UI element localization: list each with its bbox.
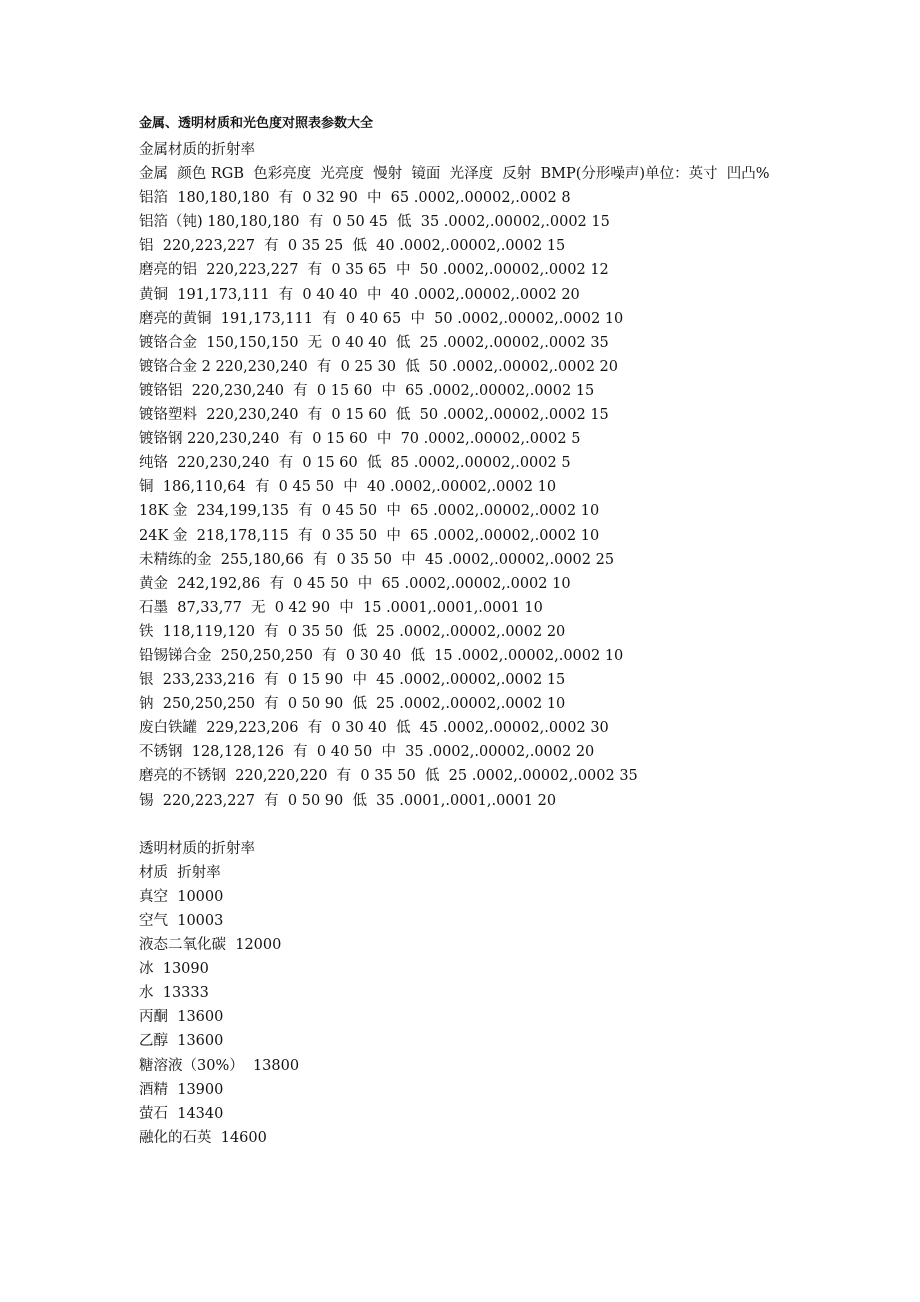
- table-row: 铜 186,110,64 有 0 45 50 中 40 .0002,.00002,.0002 10: [139, 479, 557, 496]
- table-row: 磨亮的不锈钢 220,220,220 有 0 35 50 低 25 .0002,.00002,.0002 35: [139, 768, 638, 785]
- table-row: 铝箔 180,180,180 有 0 32 90 中 65 .0002,.00002,.0002 8: [139, 190, 571, 207]
- table-row: 酒精 13900: [139, 1081, 224, 1098]
- transparent-section-heading: 透明材质的折射率: [139, 840, 255, 857]
- metal-section-heading: 金属材质的折射率: [139, 142, 255, 158]
- document-title: 金属、透明材质和光色度对照表参数大全: [139, 116, 374, 131]
- document-page: [139, 112, 789, 1150]
- table-row: 糖溶液（30%） 13800: [139, 1057, 300, 1074]
- table-row: 真空 10000: [139, 888, 224, 905]
- table-row: 未精练的金 255,180,66 有 0 35 50 中 45 .0002,.00002,.0002 25: [139, 551, 615, 568]
- table-row: 废白铁罐 229,223,206 有 0 30 40 低 45 .0002,.00002,.0002 30: [139, 720, 609, 737]
- table-row: 冰 13090: [139, 961, 209, 978]
- table-row: 铝 220,223,227 有 0 35 25 低 40 .0002,.00002,.0002 15: [139, 238, 566, 255]
- table-row: 丙酮 13600: [139, 1009, 224, 1026]
- transparent-table-header: 材质 折射率: [139, 864, 221, 881]
- table-row: 镀铬钢 220,230,240 有 0 15 60 中 70 .0002,.00002,.0002 5: [139, 431, 581, 448]
- table-row: 铝箔（钝) 180,180,180 有 0 50 45 低 35 .0002,.00002,.0002 15: [139, 214, 610, 231]
- table-row: 镀铬铝 220,230,240 有 0 15 60 中 65 .0002,.00002,.0002 15: [139, 382, 595, 399]
- table-row: 不锈钢 128,128,126 有 0 40 50 中 35 .0002,.00002,.0002 20: [139, 744, 595, 761]
- table-row: 萤石 14340: [139, 1105, 224, 1122]
- table-row: 磨亮的黄铜 191,173,111 有 0 40 65 中 50 .0002,.00002,.0002 10: [139, 310, 624, 327]
- table-row: 铅锡锑合金 250,250,250 有 0 30 40 低 15 .0002,.00002,.0002 10: [139, 647, 624, 664]
- table-row: 融化的石英 14600: [139, 1129, 267, 1146]
- table-row: 18K 金 234,199,135 有 0 45 50 中 65 .0002,.00002,.0002 10: [139, 503, 600, 520]
- table-row: 水 13333: [139, 985, 209, 1002]
- table-row: 镀铬塑料 220,230,240 有 0 15 60 低 50 .0002,.00002,.0002 15: [139, 407, 609, 424]
- table-row: 钠 250,250,250 有 0 50 90 低 25 .0002,.00002,.0002 10: [139, 696, 566, 713]
- table-row: 镀铬合金 2 220,230,240 有 0 25 30 低 50 .0002,.00002,.0002 20: [139, 358, 619, 375]
- table-row: 石墨 87,33,77 无 0 42 90 中 15 .0001,.0001,.0001 10: [139, 599, 543, 616]
- table-row: 乙醇 13600: [139, 1033, 224, 1050]
- table-row: 黄金 242,192,86 有 0 45 50 中 65 .0002,.00002,.0002 10: [139, 575, 571, 592]
- metal-table: [139, 186, 789, 812]
- table-row: 纯铬 220,230,240 有 0 15 60 低 85 .0002,.00002,.0002 5: [139, 455, 571, 472]
- table-row: 磨亮的铝 220,223,227 有 0 35 65 中 50 .0002,.00002,.0002 12: [139, 262, 609, 279]
- table-row: 锡 220,223,227 有 0 50 90 低 35 .0001,.0001,.0001 20: [139, 792, 557, 809]
- table-row: 液态二氧化碳 12000: [139, 937, 282, 954]
- table-row: 铁 118,119,120 有 0 35 50 低 25 .0002,.00002,.0002 20: [139, 623, 566, 640]
- metal-table-header: 金属 颜色 RGB 色彩亮度 光亮度 慢射 镜面 光泽度 反射 BMP(分形噪声)单位：英寸 凹凸%: [139, 166, 770, 183]
- table-row: 镀铬合金 150,150,150 无 0 40 40 低 25 .0002,.00002,.0002 35: [139, 334, 609, 351]
- table-row: 黄铜 191,173,111 有 0 40 40 中 40 .0002,.00002,.0002 20: [139, 286, 580, 303]
- table-row: 空气 10003: [139, 913, 224, 929]
- table-row: 银 233,233,216 有 0 15 90 中 45 .0002,.00002,.0002 15: [139, 672, 566, 689]
- table-row: 24K 金 218,178,115 有 0 35 50 中 65 .0002,.00002,.0002 10: [139, 527, 600, 544]
- transparent-table: [139, 885, 789, 1150]
- section-spacer: [139, 813, 789, 837]
